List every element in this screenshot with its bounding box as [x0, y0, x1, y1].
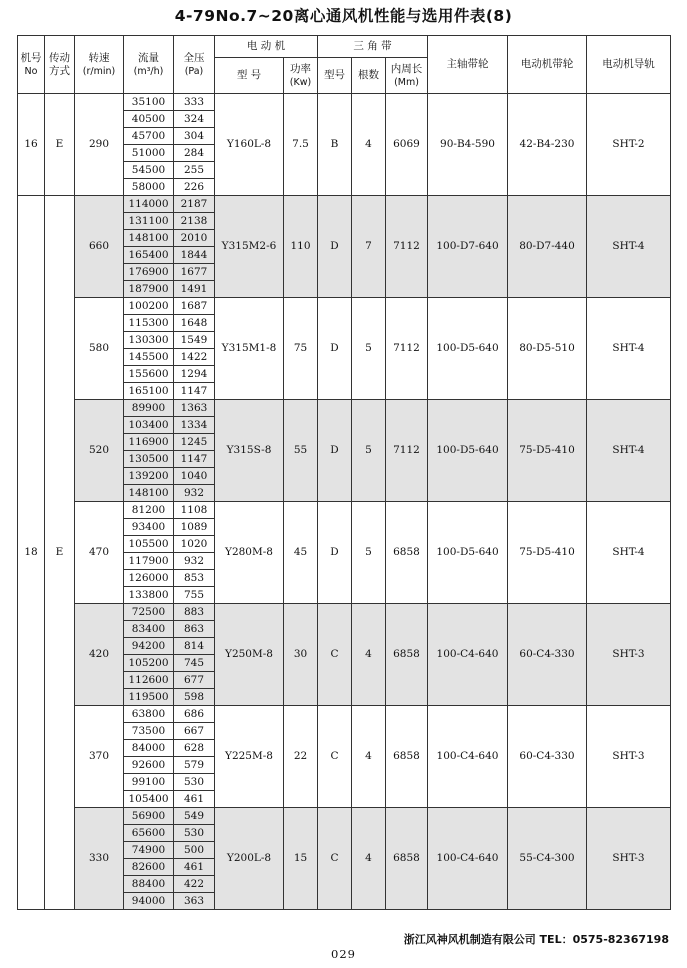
belt-length-cell: 7112: [386, 400, 428, 502]
belt-count-cell: 5: [352, 502, 386, 604]
speed-cell: 580: [75, 298, 124, 400]
pressure-cell: 284: [174, 145, 215, 162]
flow-cell: 89900: [124, 400, 174, 417]
motor-pulley-cell: 80-D7-440: [508, 196, 587, 298]
belt-length-cell: 7112: [386, 196, 428, 298]
main-pulley-cell: 100-D7-640: [428, 196, 508, 298]
header-belt-model: 型号: [318, 58, 352, 94]
table-body: [18, 94, 671, 910]
flow-cell: 130500: [124, 451, 174, 468]
pressure-cell: 530: [174, 774, 215, 791]
motor-power-cell: 7.5: [284, 94, 318, 196]
header-main-pulley: 主轴带轮: [428, 36, 508, 94]
belt-model-cell: C: [318, 604, 352, 706]
table-row: [18, 808, 671, 825]
flow-cell: 88400: [124, 876, 174, 893]
motor-model-cell: Y280M-8: [215, 502, 284, 604]
flow-cell: 126000: [124, 570, 174, 587]
pressure-cell: 1147: [174, 451, 215, 468]
speed-cell: 660: [75, 196, 124, 298]
belt-model-cell: D: [318, 196, 352, 298]
drive-cell: E: [45, 94, 75, 196]
flow-cell: 83400: [124, 621, 174, 638]
machine-no-cell: 16: [18, 94, 45, 196]
flow-cell: 92600: [124, 757, 174, 774]
main-pulley-cell: 100-C4-640: [428, 604, 508, 706]
header-belt-length: 内周长 (Mm): [386, 58, 428, 94]
drive-cell: E: [45, 196, 75, 910]
pressure-cell: 1294: [174, 366, 215, 383]
flow-cell: 131100: [124, 213, 174, 230]
speed-cell: 330: [75, 808, 124, 910]
flow-cell: 139200: [124, 468, 174, 485]
belt-length-cell: 6858: [386, 706, 428, 808]
flow-cell: 35100: [124, 94, 174, 111]
table-row: [18, 706, 671, 723]
pressure-cell: 2138: [174, 213, 215, 230]
flow-cell: 56900: [124, 808, 174, 825]
table-row: [18, 298, 671, 315]
table-row: [18, 604, 671, 621]
flow-cell: 105400: [124, 791, 174, 808]
company-footer: 浙江风神风机制造有限公司 TEL：0575-82367198: [403, 933, 669, 946]
header-motor-rail: 电动机导轨: [587, 36, 671, 94]
motor-power-cell: 110: [284, 196, 318, 298]
main-pulley-cell: 100-D5-640: [428, 400, 508, 502]
table-row: [18, 196, 671, 213]
flow-cell: 82600: [124, 859, 174, 876]
motor-model-cell: Y225M-8: [215, 706, 284, 808]
main-pulley-cell: 90-B4-590: [428, 94, 508, 196]
flow-cell: 176900: [124, 264, 174, 281]
belt-model-cell: C: [318, 808, 352, 910]
flow-cell: 74900: [124, 842, 174, 859]
pressure-cell: 579: [174, 757, 215, 774]
header-speed: 转速 (r/min): [75, 36, 124, 94]
belt-length-cell: 6069: [386, 94, 428, 196]
pressure-cell: 549: [174, 808, 215, 825]
pressure-cell: 1334: [174, 417, 215, 434]
flow-cell: 63800: [124, 706, 174, 723]
pressure-cell: 1040: [174, 468, 215, 485]
motor-pulley-cell: 80-D5-510: [508, 298, 587, 400]
motor-pulley-cell: 75-D5-410: [508, 502, 587, 604]
motor-rail-cell: SHT-2: [587, 94, 671, 196]
pressure-cell: 853: [174, 570, 215, 587]
pressure-cell: 2187: [174, 196, 215, 213]
flow-cell: 84000: [124, 740, 174, 757]
speed-cell: 470: [75, 502, 124, 604]
motor-model-cell: Y315M1-8: [215, 298, 284, 400]
pressure-cell: 1648: [174, 315, 215, 332]
pressure-cell: 1687: [174, 298, 215, 315]
belt-length-cell: 6858: [386, 808, 428, 910]
page-title: 4-79No.7~20离心通风机性能与选用件表(8): [174, 7, 513, 25]
flow-cell: 116900: [124, 434, 174, 451]
flow-cell: 93400: [124, 519, 174, 536]
pressure-cell: 628: [174, 740, 215, 757]
belt-count-cell: 4: [352, 94, 386, 196]
belt-length-cell: 7112: [386, 298, 428, 400]
pressure-cell: 1108: [174, 502, 215, 519]
flow-cell: 133800: [124, 587, 174, 604]
flow-cell: 148100: [124, 485, 174, 502]
motor-rail-cell: SHT-4: [587, 196, 671, 298]
belt-count-cell: 4: [352, 808, 386, 910]
motor-power-cell: 75: [284, 298, 318, 400]
pressure-cell: 461: [174, 791, 215, 808]
flow-cell: 155600: [124, 366, 174, 383]
belt-model-cell: C: [318, 706, 352, 808]
flow-cell: 81200: [124, 502, 174, 519]
belt-count-cell: 4: [352, 706, 386, 808]
pressure-cell: 1147: [174, 383, 215, 400]
pressure-cell: 863: [174, 621, 215, 638]
pressure-cell: 1677: [174, 264, 215, 281]
speed-cell: 290: [75, 94, 124, 196]
flow-cell: 45700: [124, 128, 174, 145]
motor-model-cell: Y200L-8: [215, 808, 284, 910]
motor-pulley-cell: 60-C4-330: [508, 604, 587, 706]
flow-cell: 148100: [124, 230, 174, 247]
header-drive: 传动 方式: [45, 36, 75, 94]
flow-cell: 115300: [124, 315, 174, 332]
flow-cell: 130300: [124, 332, 174, 349]
motor-model-cell: Y315S-8: [215, 400, 284, 502]
belt-length-cell: 6858: [386, 502, 428, 604]
pressure-cell: 1549: [174, 332, 215, 349]
pressure-cell: 814: [174, 638, 215, 655]
pressure-cell: 304: [174, 128, 215, 145]
motor-pulley-cell: 60-C4-330: [508, 706, 587, 808]
table-row: [18, 502, 671, 519]
pressure-cell: 1020: [174, 536, 215, 553]
pressure-cell: 883: [174, 604, 215, 621]
belt-count-cell: 5: [352, 298, 386, 400]
machine-no-cell: 18: [18, 196, 45, 910]
header-pressure: 全压 (Pa): [174, 36, 215, 94]
motor-rail-cell: SHT-3: [587, 706, 671, 808]
flow-cell: 103400: [124, 417, 174, 434]
flow-cell: 114000: [124, 196, 174, 213]
motor-power-cell: 45: [284, 502, 318, 604]
flow-cell: 117900: [124, 553, 174, 570]
flow-cell: 119500: [124, 689, 174, 706]
motor-model-cell: Y250M-8: [215, 604, 284, 706]
pressure-cell: 363: [174, 893, 215, 910]
flow-cell: 73500: [124, 723, 174, 740]
belt-count-cell: 7: [352, 196, 386, 298]
pressure-cell: 530: [174, 825, 215, 842]
pressure-cell: 1844: [174, 247, 215, 264]
main-pulley-cell: 100-D5-640: [428, 502, 508, 604]
motor-rail-cell: SHT-4: [587, 502, 671, 604]
pressure-cell: 598: [174, 689, 215, 706]
motor-rail-cell: SHT-4: [587, 298, 671, 400]
pressure-cell: 1422: [174, 349, 215, 366]
motor-power-cell: 15: [284, 808, 318, 910]
header-motor-power: 功率 (Kw): [284, 58, 318, 94]
header-flow: 流量 (m³/h): [124, 36, 174, 94]
belt-model-cell: B: [318, 94, 352, 196]
main-pulley-cell: 100-D5-640: [428, 298, 508, 400]
header-belt-count: 根数: [352, 58, 386, 94]
pressure-cell: 932: [174, 485, 215, 502]
header-motor-pulley: 电动机带轮: [508, 36, 587, 94]
flow-cell: 105200: [124, 655, 174, 672]
flow-cell: 40500: [124, 111, 174, 128]
pressure-cell: 226: [174, 179, 215, 196]
pressure-cell: 461: [174, 859, 215, 876]
header-motor: 电 动 机: [215, 36, 318, 58]
belt-model-cell: D: [318, 502, 352, 604]
motor-power-cell: 55: [284, 400, 318, 502]
flow-cell: 99100: [124, 774, 174, 791]
speed-cell: 370: [75, 706, 124, 808]
motor-power-cell: 30: [284, 604, 318, 706]
flow-cell: 94200: [124, 638, 174, 655]
belt-length-cell: 6858: [386, 604, 428, 706]
main-pulley-cell: 100-C4-640: [428, 706, 508, 808]
header-belt: 三 角 带: [318, 36, 428, 58]
belt-count-cell: 5: [352, 400, 386, 502]
pressure-cell: 1363: [174, 400, 215, 417]
motor-pulley-cell: 42-B4-230: [508, 94, 587, 196]
speed-cell: 420: [75, 604, 124, 706]
flow-cell: 112600: [124, 672, 174, 689]
pressure-cell: 2010: [174, 230, 215, 247]
motor-pulley-cell: 55-C4-300: [508, 808, 587, 910]
main-pulley-cell: 100-C4-640: [428, 808, 508, 910]
pressure-cell: 1089: [174, 519, 215, 536]
pressure-cell: 1245: [174, 434, 215, 451]
header-motor-model: 型 号: [215, 58, 284, 94]
motor-pulley-cell: 75-D5-410: [508, 400, 587, 502]
motor-model-cell: Y160L-8: [215, 94, 284, 196]
flow-cell: 51000: [124, 145, 174, 162]
belt-model-cell: D: [318, 400, 352, 502]
flow-cell: 54500: [124, 162, 174, 179]
flow-cell: 94000: [124, 893, 174, 910]
flow-cell: 187900: [124, 281, 174, 298]
pressure-cell: 677: [174, 672, 215, 689]
page-number: 029: [331, 947, 356, 961]
pressure-cell: 686: [174, 706, 215, 723]
motor-rail-cell: SHT-3: [587, 604, 671, 706]
pressure-cell: 755: [174, 587, 215, 604]
flow-cell: 100200: [124, 298, 174, 315]
flow-cell: 72500: [124, 604, 174, 621]
flow-cell: 145500: [124, 349, 174, 366]
motor-rail-cell: SHT-4: [587, 400, 671, 502]
motor-rail-cell: SHT-3: [587, 808, 671, 910]
header-machine-no: 机号 No: [18, 36, 45, 94]
motor-power-cell: 22: [284, 706, 318, 808]
flow-cell: 65600: [124, 825, 174, 842]
flow-cell: 105500: [124, 536, 174, 553]
pressure-cell: 1491: [174, 281, 215, 298]
belt-model-cell: D: [318, 298, 352, 400]
table-row: [18, 400, 671, 417]
fan-spec-table: [17, 35, 671, 910]
pressure-cell: 333: [174, 94, 215, 111]
pressure-cell: 422: [174, 876, 215, 893]
pressure-cell: 500: [174, 842, 215, 859]
speed-cell: 520: [75, 400, 124, 502]
pressure-cell: 932: [174, 553, 215, 570]
table-row: [18, 94, 671, 111]
pressure-cell: 667: [174, 723, 215, 740]
flow-cell: 58000: [124, 179, 174, 196]
pressure-cell: 255: [174, 162, 215, 179]
pressure-cell: 745: [174, 655, 215, 672]
flow-cell: 165400: [124, 247, 174, 264]
flow-cell: 165100: [124, 383, 174, 400]
motor-model-cell: Y315M2-6: [215, 196, 284, 298]
belt-count-cell: 4: [352, 604, 386, 706]
pressure-cell: 324: [174, 111, 215, 128]
